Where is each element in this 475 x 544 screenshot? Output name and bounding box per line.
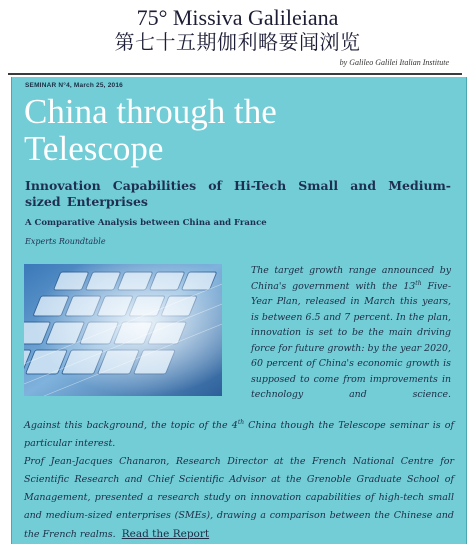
article-title-line1: China through the (24, 92, 277, 131)
newsletter-byline: by Galileo Galilei Italian Institute (339, 58, 449, 67)
body-paragraph-1: Against this background, the topic of the 4th China though the Telescope seminar is of particular interest. (24, 418, 454, 449)
article-title (24, 93, 444, 167)
read-report-link[interactable]: Read the Report (121, 528, 210, 540)
newsletter-chinese-title: 第七十五期伽利略要闻浏览 (114, 30, 361, 54)
event-type: Experts Roundtable (25, 237, 106, 246)
body-paragraph-2: Prof Jean-Jacques Chanaron, Research Director at the French National Centre for Scientific Research and Chief Scientific Advisor at the Grenoble Graduate School of Management, presented a research study on innovation capabilities of high-tech small and medium-sized enterprises (SMEs), drawing a comparison between the Chinese and the French realms. Read the Report (24, 456, 454, 540)
article-subsubtitle: A Comparative Analysis between China and France (25, 218, 267, 228)
article-body (24, 417, 454, 544)
article-title-line2: Telescope (24, 129, 164, 168)
article-panel (11, 77, 467, 544)
article-subtitle: Innovation Capabilities of Hi-Tech Small and Medium-sized Enterprises (25, 178, 451, 209)
header-divider (8, 73, 462, 75)
masthead (0, 0, 475, 76)
intro-paragraph: The target growth range announced by China's government with the 13th Five-Year Plan, released in March this years, is between 6.5 and 7 percent. In the plan, innovation is set to be the main driving force for future growth: by the year 2020, 60 percent of China's economic growth is supposed to come from improvements in technology and science. (251, 265, 451, 400)
newsletter-title: 75° Missiva Galileiana (136, 5, 339, 30)
keyboard-image (24, 264, 222, 396)
seminar-tag: SEMINAR N°4, March 25, 2016 (25, 82, 123, 89)
